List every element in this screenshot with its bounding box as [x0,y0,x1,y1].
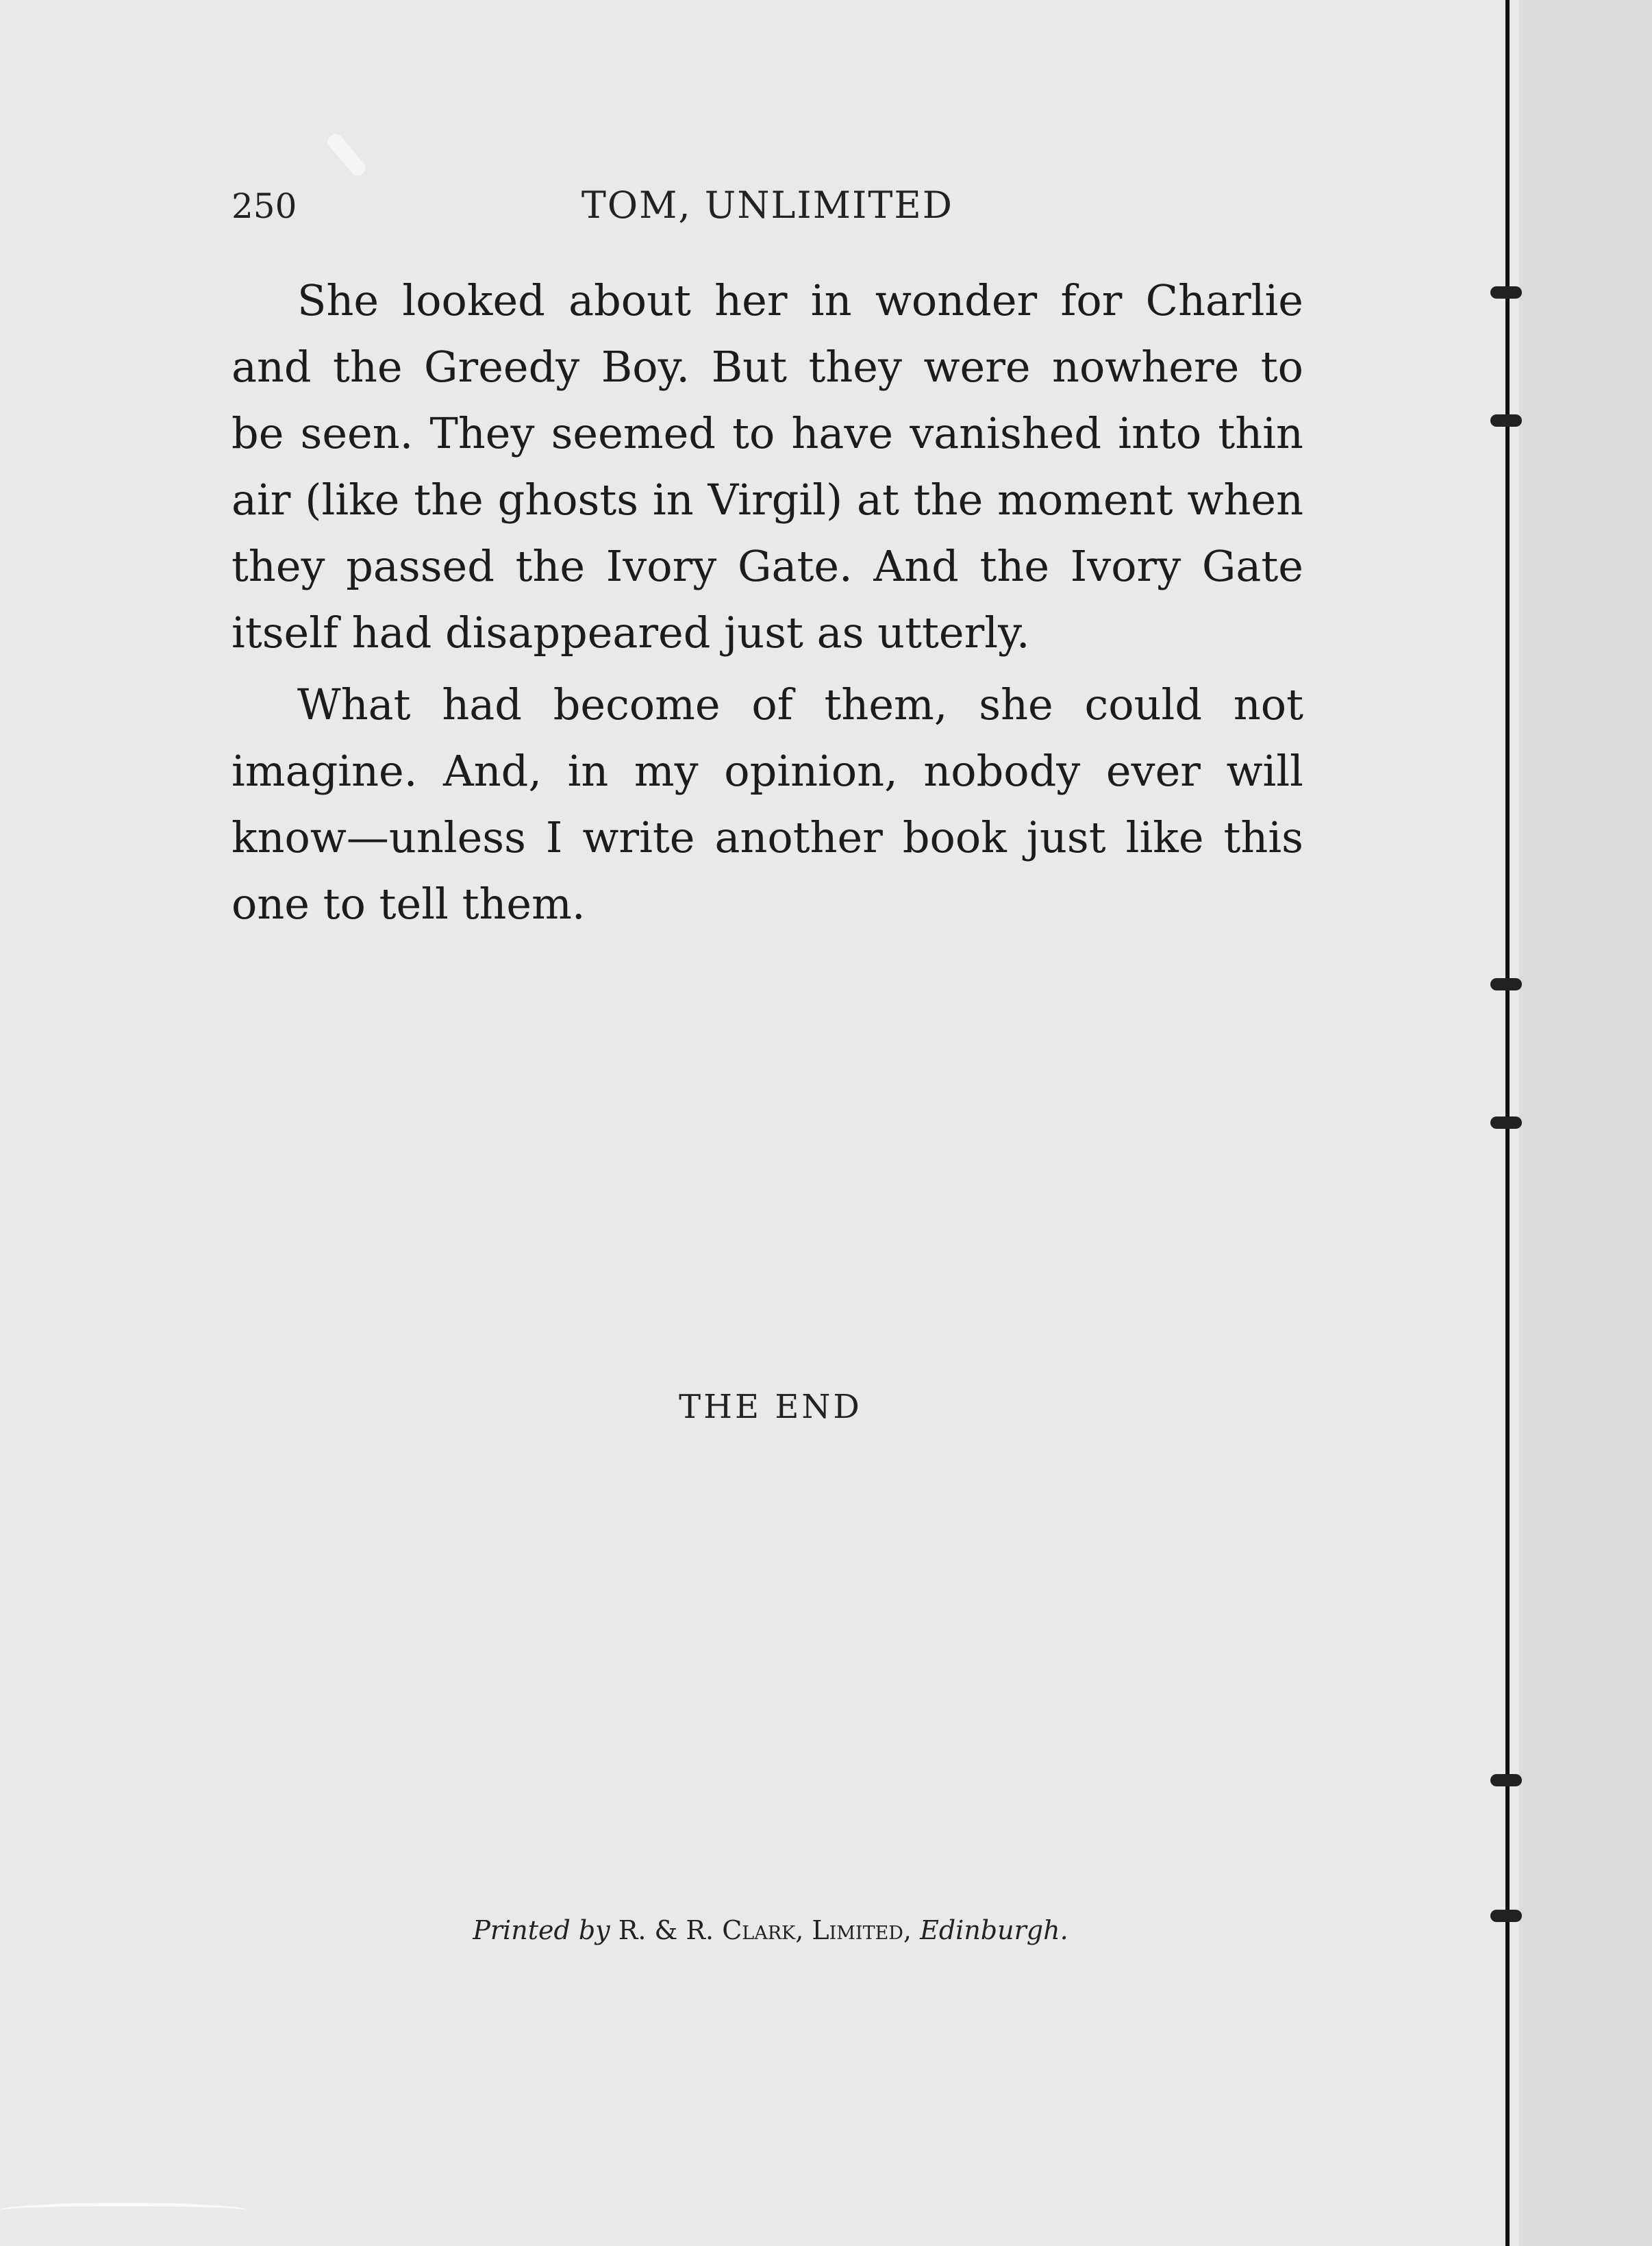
facing-page-edge [1519,0,1652,2246]
paragraph: She looked about her in wonder for Charlie and the Greedy Boy. But they were nowhere to be seen. They seemed to have vanished into thin air (like the ghosts in Virgil) at the moment when they passed the Ivory Gate. And the Ivory Gate itself had disappeared just as utterly. [231,275,1303,658]
binding-stitch [1490,1116,1522,1129]
paragraph: What had become of them, she could not imagine. And, in my opinion, nobody ever will know—unless I write another book just like this one to tell them. [231,679,1303,929]
paper-blemish [0,2203,247,2217]
running-title: TOM, UNLIMITED [581,184,954,227]
binding-stitch [1490,286,1522,299]
binding-stitch [1490,414,1522,427]
printer-city: Edinburgh. [920,1915,1068,1945]
page-number: 250 [231,186,297,226]
printer-firm: R. & R. Clark, Limited, [618,1915,912,1945]
paper-blemish [325,131,368,178]
binding-stitch [1490,1774,1522,1786]
the-end-heading: THE END [679,1388,862,1426]
binding-stitch [1490,978,1522,990]
printer-imprint [0,1915,1541,1945]
body-text [231,267,1303,943]
printed-by-label: Printed by [473,1915,610,1945]
page-header [231,184,1303,238]
